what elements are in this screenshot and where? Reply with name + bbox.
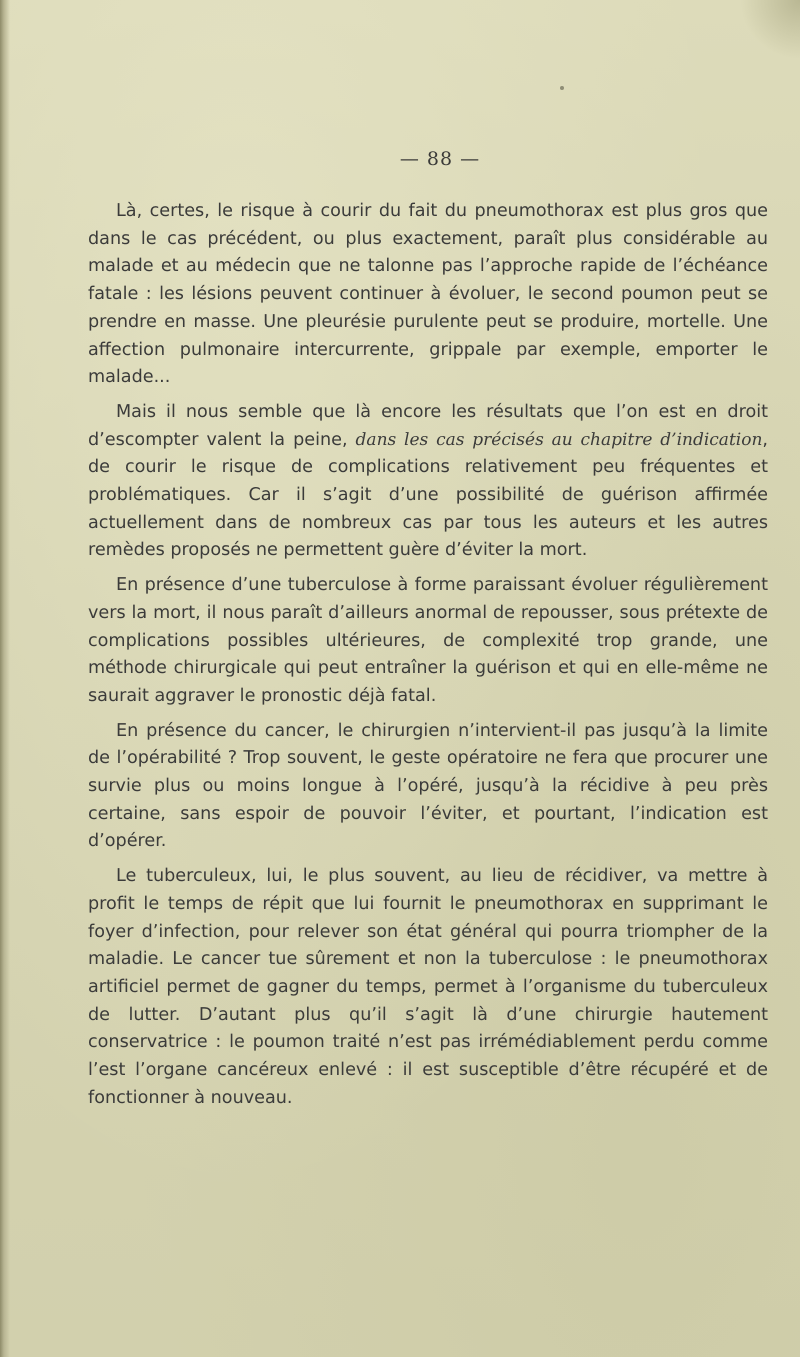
- corner-shade: [740, 0, 800, 60]
- paragraph-2-start: Mais il nous semble que là encore les résultats que l’on est en droit d’escompter valent la peine,: [88, 401, 768, 450]
- paragraph-2-end: , de courir le risque de complications relativement peu fréquentes et problématiques. Car il s’agit d’une possibilité de guérison affirmée actuellement dans de nombreux cas par tous les auteurs et les autres remèdes proposés ne permettent guère d’éviter la mort.: [88, 429, 768, 561]
- ink-speck: [560, 86, 564, 90]
- binding-edge: [0, 0, 10, 1357]
- paragraph-3: En présence d’une tuberculose à forme paraissant évoluer régulièrement vers la mort, il nous paraît d’ailleurs anormal de repousser, sous prétexte de complications possibles ultérieures, de complexité trop grande, une méthode chirurgicale qui peut entraîner la guérison et qui en elle-même ne saurait aggraver le pronostic déjà fatal.: [88, 575, 768, 706]
- paragraph-2-italic: dans les cas précisés au chapitre d’indication: [355, 429, 763, 450]
- paragraph-4: En présence du cancer, le chirurgien n’intervient-il pas jusqu’à la limite de l’opérabilité ? Trop souvent, le geste opératoire ne fera que procurer une survie plus ou moins longue à l’opéré, jusqu’à la récidive à peu près certaine, sans espoir de pouvoir l’éviter, et pourtant, l’indication est d’opérer.: [88, 720, 768, 852]
- body-text: [88, 198, 768, 1120]
- paragraph-2: [88, 399, 768, 565]
- paragraph-5: Le tuberculeux, lui, le plus souvent, au lieu de récidiver, va mettre à profit le temps de répit que lui fournit le pneumothorax en supprimant le foyer d’infection, pour relever son état général qui pourra triompher de la maladie. Le cancer tue sûrement et non la tuberculose : le pneumothorax artificiel permet de gagner du temps, permet à l’organisme du tuberculeux de lutter. D’autant plus qu’il s’agit là d’une chirurgie hautement conservatrice : le poumon traité n’est pas irrémédiablement perdu comme l’est l’organe cancéreux enlevé : il est susceptible d’être récupéré et de fonctionner à nouveau.: [88, 866, 768, 1108]
- paragraph-1: Là, certes, le risque à courir du fait du pneumothorax est plus gros que dans le cas précédent, ou plus exactement, paraît plus considérable au malade et au médecin que ne talonne pas l’approche rapide de l’échéance fatale : les lésions peuvent continuer à évoluer, le second poumon peut se prendre en masse. Une pleurésie purulente peut se produire, mortelle. Une affection pulmonaire intercurrente, grippale par exemple, emporter le malade...: [88, 201, 768, 388]
- page-number: — 88 —: [399, 148, 481, 170]
